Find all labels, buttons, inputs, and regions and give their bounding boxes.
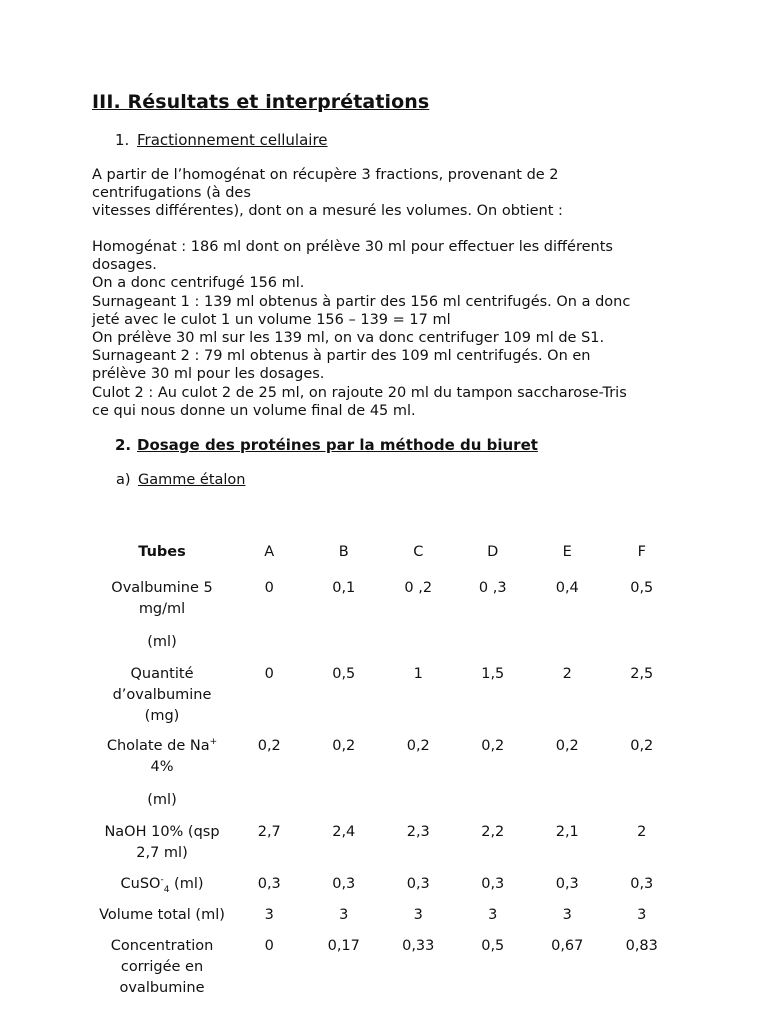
table-cell: 2,1 — [555, 824, 579, 840]
table-cell: 0,33 — [402, 938, 435, 954]
table-cell: 0,5 — [481, 938, 505, 954]
table-row — [92, 874, 679, 905]
table-cell: 0,4 — [555, 580, 579, 596]
row-label-text: Cholate de Na — [106, 738, 210, 754]
table-cell: 1 — [413, 666, 423, 682]
paragraph-intro — [92, 166, 682, 221]
table-cell: 3 — [562, 907, 572, 923]
table-row — [92, 905, 679, 936]
row-label-line: 4% — [150, 759, 174, 775]
spacer — [92, 778, 232, 790]
table-cell: 0,5 — [630, 580, 654, 596]
table-cell: 0 — [264, 580, 274, 596]
table-row — [92, 822, 679, 874]
row-label-text: CuSO — [120, 876, 161, 892]
table-row — [92, 578, 679, 664]
table-cell: 0,5 — [332, 666, 356, 682]
text-line: centrifugations (à des — [92, 185, 251, 202]
table-cell: 0 ,3 — [478, 580, 507, 596]
table-cell: 2,4 — [332, 824, 356, 840]
row-label-line: (mg) — [144, 708, 180, 724]
table-cell: 2,5 — [630, 666, 654, 682]
table-cell: 0,3 — [630, 876, 654, 892]
row-label — [92, 578, 232, 664]
section1-heading — [115, 131, 328, 149]
text-line: On prélève 30 ml sur les 139 ml, on va donc centrifuger 109 ml de S1. — [92, 330, 605, 347]
table-header-cell: A — [264, 544, 275, 560]
table-header-cell: B — [338, 544, 349, 560]
table-cell: 0,17 — [327, 938, 360, 954]
text-line: jeté avec le culot 1 un volume 156 – 139 = 17 ml — [92, 311, 451, 328]
row-label-line — [92, 736, 232, 757]
spacer — [92, 620, 232, 632]
table-cell: 0,83 — [625, 938, 658, 954]
row-label-line: d’ovalbumine — [112, 687, 212, 703]
table-cell: 0,3 — [555, 876, 579, 892]
superscript: - — [160, 875, 164, 886]
row-label-line: ovalbumine — [119, 980, 205, 996]
table-cell: 1,5 — [481, 666, 505, 682]
text-line: Surnageant 1 : 139 ml obtenus à partir des 156 ml centrifugés. On a donc — [92, 293, 631, 310]
table-cell: 2,7 — [257, 824, 281, 840]
table-row — [92, 664, 679, 736]
section1-title: Fractionnement cellulaire — [137, 131, 328, 149]
table-cell: 3 — [488, 907, 498, 923]
text-line: Surnageant 2 : 79 ml obtenus à partir des 109 ml centrifugés. On en — [92, 348, 591, 365]
row-label-line: NaOH 10% (qsp — [104, 824, 220, 840]
subsection-a-heading — [116, 472, 245, 488]
table-cell: 0 — [264, 938, 274, 954]
table-cell: 2,2 — [481, 824, 505, 840]
row-label — [92, 905, 232, 936]
table-cell: 3 — [339, 907, 349, 923]
table-header-row — [92, 536, 679, 578]
table-cell: 0 — [264, 666, 274, 682]
row-label-line: Ovalbumine 5 — [111, 580, 213, 596]
table-header-cell: E — [562, 544, 572, 560]
row-label-line: mg/ml — [138, 601, 186, 617]
table-header-cell: C — [413, 544, 424, 560]
section2-heading — [115, 436, 538, 454]
text-line: prélève 30 ml pour les dosages. — [92, 366, 325, 383]
text-line: Homogénat : 186 ml dont on prélève 30 ml pour effectuer les différents — [92, 239, 613, 255]
table-cell: 2 — [637, 824, 647, 840]
row-label-line: (ml) — [147, 792, 177, 808]
table-cell: 0,2 — [555, 738, 579, 754]
text-line: dosages. — [92, 257, 157, 274]
row-label — [92, 664, 232, 736]
row-label-line: Volume total (ml) — [99, 907, 225, 923]
subsection-a-title: Gamme étalon — [138, 472, 246, 488]
row-label — [92, 822, 232, 874]
table-cell: 0,2 — [332, 738, 356, 754]
table-cell: 0,3 — [257, 876, 281, 892]
text-line: On a donc centrifugé 156 ml. — [92, 275, 305, 292]
paragraph-volumes — [92, 238, 682, 420]
row-label-line: Concentration — [110, 938, 214, 954]
text-line: A partir de l’homogénat on récupère 3 fractions, provenant de 2 — [92, 167, 559, 183]
row-label — [92, 736, 232, 822]
table-header-label: Tubes — [138, 544, 186, 560]
table-cell: 2,3 — [406, 824, 430, 840]
text-line: vitesses différentes), dont on a mesuré les volumes. On obtient : — [92, 203, 563, 220]
table-header-cell: F — [637, 544, 646, 560]
table-cell: 3 — [264, 907, 274, 923]
row-label — [92, 874, 232, 905]
table-cell: 0,2 — [481, 738, 505, 754]
row-label-line: (ml) — [147, 634, 177, 650]
table-cell: 0,2 — [257, 738, 281, 754]
section-title: III. Résultats et interprétations — [92, 91, 430, 113]
table-cell: 0,3 — [481, 876, 505, 892]
row-label — [92, 936, 232, 1002]
row-label-line: corrigée en — [120, 959, 204, 975]
table-header-cell: D — [487, 544, 499, 560]
table-cell: 0,2 — [406, 738, 430, 754]
table-row — [92, 936, 679, 1002]
table-cell: 0,2 — [630, 738, 654, 754]
table-cell: 0,3 — [406, 876, 430, 892]
table-cell: 0,3 — [332, 876, 356, 892]
table-cell: 3 — [413, 907, 423, 923]
table-cell: 0 ,2 — [404, 580, 433, 596]
section2-number: 2. — [115, 436, 132, 454]
subsection-a-letter: a) — [116, 472, 131, 488]
row-label-line — [92, 874, 232, 895]
row-label-line: Quantité — [130, 666, 194, 682]
superscript: + — [209, 737, 218, 748]
section2-title: Dosage des protéines par la méthode du biuret — [137, 436, 538, 454]
calibration-table — [92, 536, 679, 1002]
table-cell: 0,67 — [551, 938, 584, 954]
table-cell: 0,1 — [332, 580, 356, 596]
text-line: ce qui nous donne un volume final de 45 ml. — [92, 402, 416, 419]
table-cell: 2 — [562, 666, 572, 682]
text-line: Culot 2 : Au culot 2 de 25 ml, on rajoute 20 ml du tampon saccharose-Tris — [92, 384, 627, 401]
table-row — [92, 736, 679, 822]
section1-number: 1. — [115, 131, 130, 149]
row-label-text: (ml) — [169, 876, 204, 892]
table-cell: 3 — [637, 907, 647, 923]
row-label-line: 2,7 ml) — [136, 845, 188, 861]
subscript: 4 — [163, 884, 170, 895]
